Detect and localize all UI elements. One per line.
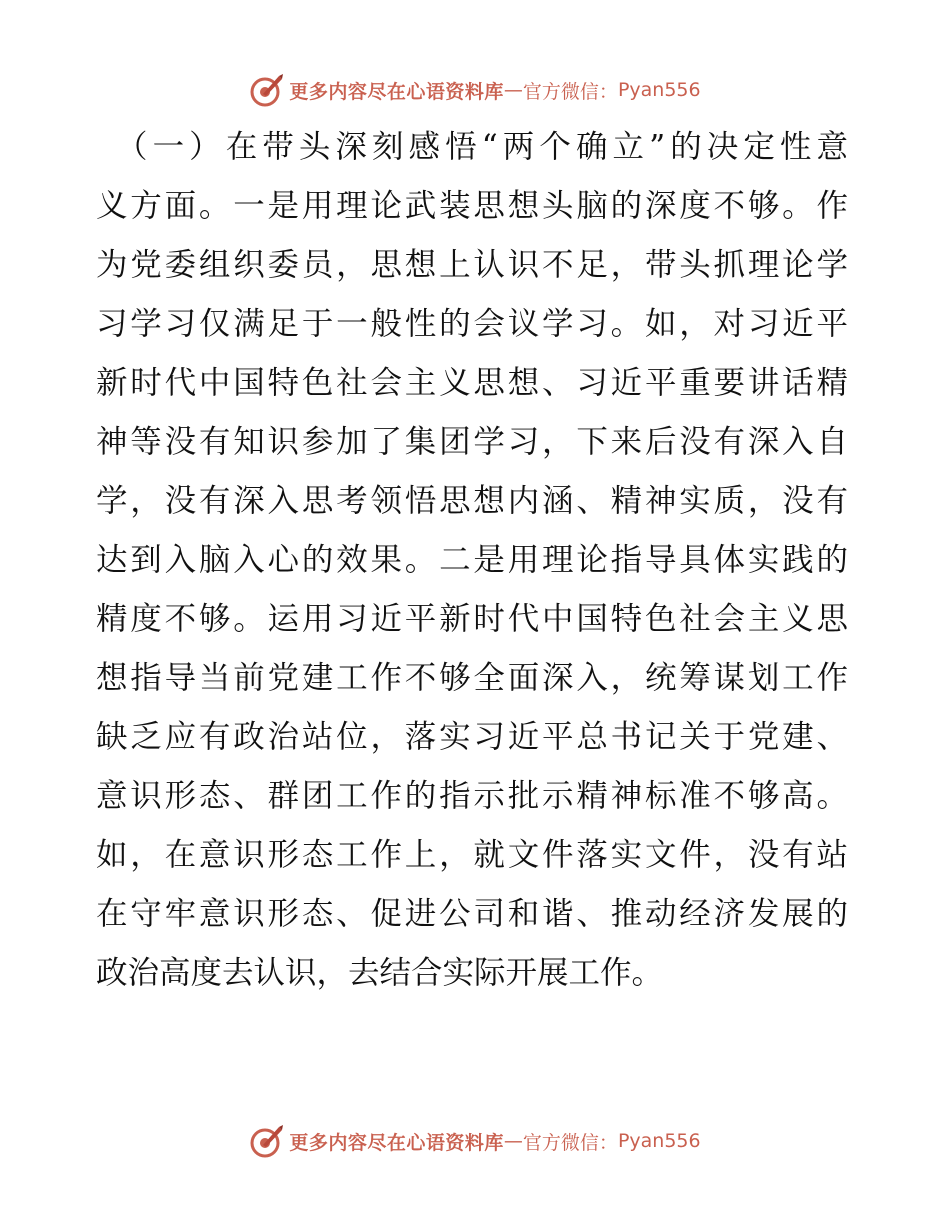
banner-separator: — — [503, 1130, 523, 1152]
text-line: （一）在带头深刻感悟“两个确立”的决定性意 — [116, 129, 848, 165]
banner-wechat-handle: Pyan556 — [617, 79, 701, 101]
document-body — [96, 118, 848, 1003]
text-line: 意识形态、群团工作的指示批示精神标准不够高。 — [96, 778, 848, 814]
banner-separator: — — [503, 79, 523, 101]
header-watermark-banner — [0, 70, 950, 110]
banner-brand-text: 更多内容尽在心语资料库 — [289, 80, 504, 103]
quill-pen-logo-icon — [249, 72, 285, 108]
text-line: 义方面。一是用理论武装思想头脑的深度不够。作 — [96, 188, 848, 224]
footer-watermark-banner — [0, 1121, 950, 1161]
banner-wechat-label: 官方微信： — [522, 1131, 618, 1154]
text-line: 如，在意识形态工作上，就文件落实文件，没有站 — [96, 837, 848, 873]
text-line: 达到入脑入心的效果。二是用理论指导具体实践的 — [96, 542, 848, 578]
text-line: 为党委组织委员，思想上认识不足，带头抓理论学 — [96, 247, 848, 283]
banner-brand-text: 更多内容尽在心语资料库 — [289, 1131, 504, 1154]
banner-wechat-handle: Pyan556 — [617, 1130, 701, 1152]
text-line: 精度不够。运用习近平新时代中国特色社会主义思 — [96, 601, 848, 637]
text-line: 习学习仅满足于一般性的会议学习。如，对习近平 — [96, 306, 848, 342]
text-line: 在守牢意识形态、促进公司和谐、推动经济发展的 — [96, 896, 848, 932]
text-line: 神等没有知识参加了集团学习，下来后没有深入自 — [96, 424, 848, 460]
text-line: 想指导当前党建工作不够全面深入，统筹谋划工作 — [96, 660, 848, 696]
text-line: 政治高度去认识，去结合实际开展工作。 — [96, 955, 664, 991]
text-line: 新时代中国特色社会主义思想、习近平重要讲话精 — [96, 365, 848, 401]
quill-pen-logo-icon — [249, 1123, 285, 1159]
text-line: 学，没有深入思考领悟思想内涵、精神实质，没有 — [96, 483, 848, 519]
text-line: 缺乏应有政治站位，落实习近平总书记关于党建、 — [96, 719, 848, 755]
banner-wechat-label: 官方微信： — [522, 80, 618, 103]
